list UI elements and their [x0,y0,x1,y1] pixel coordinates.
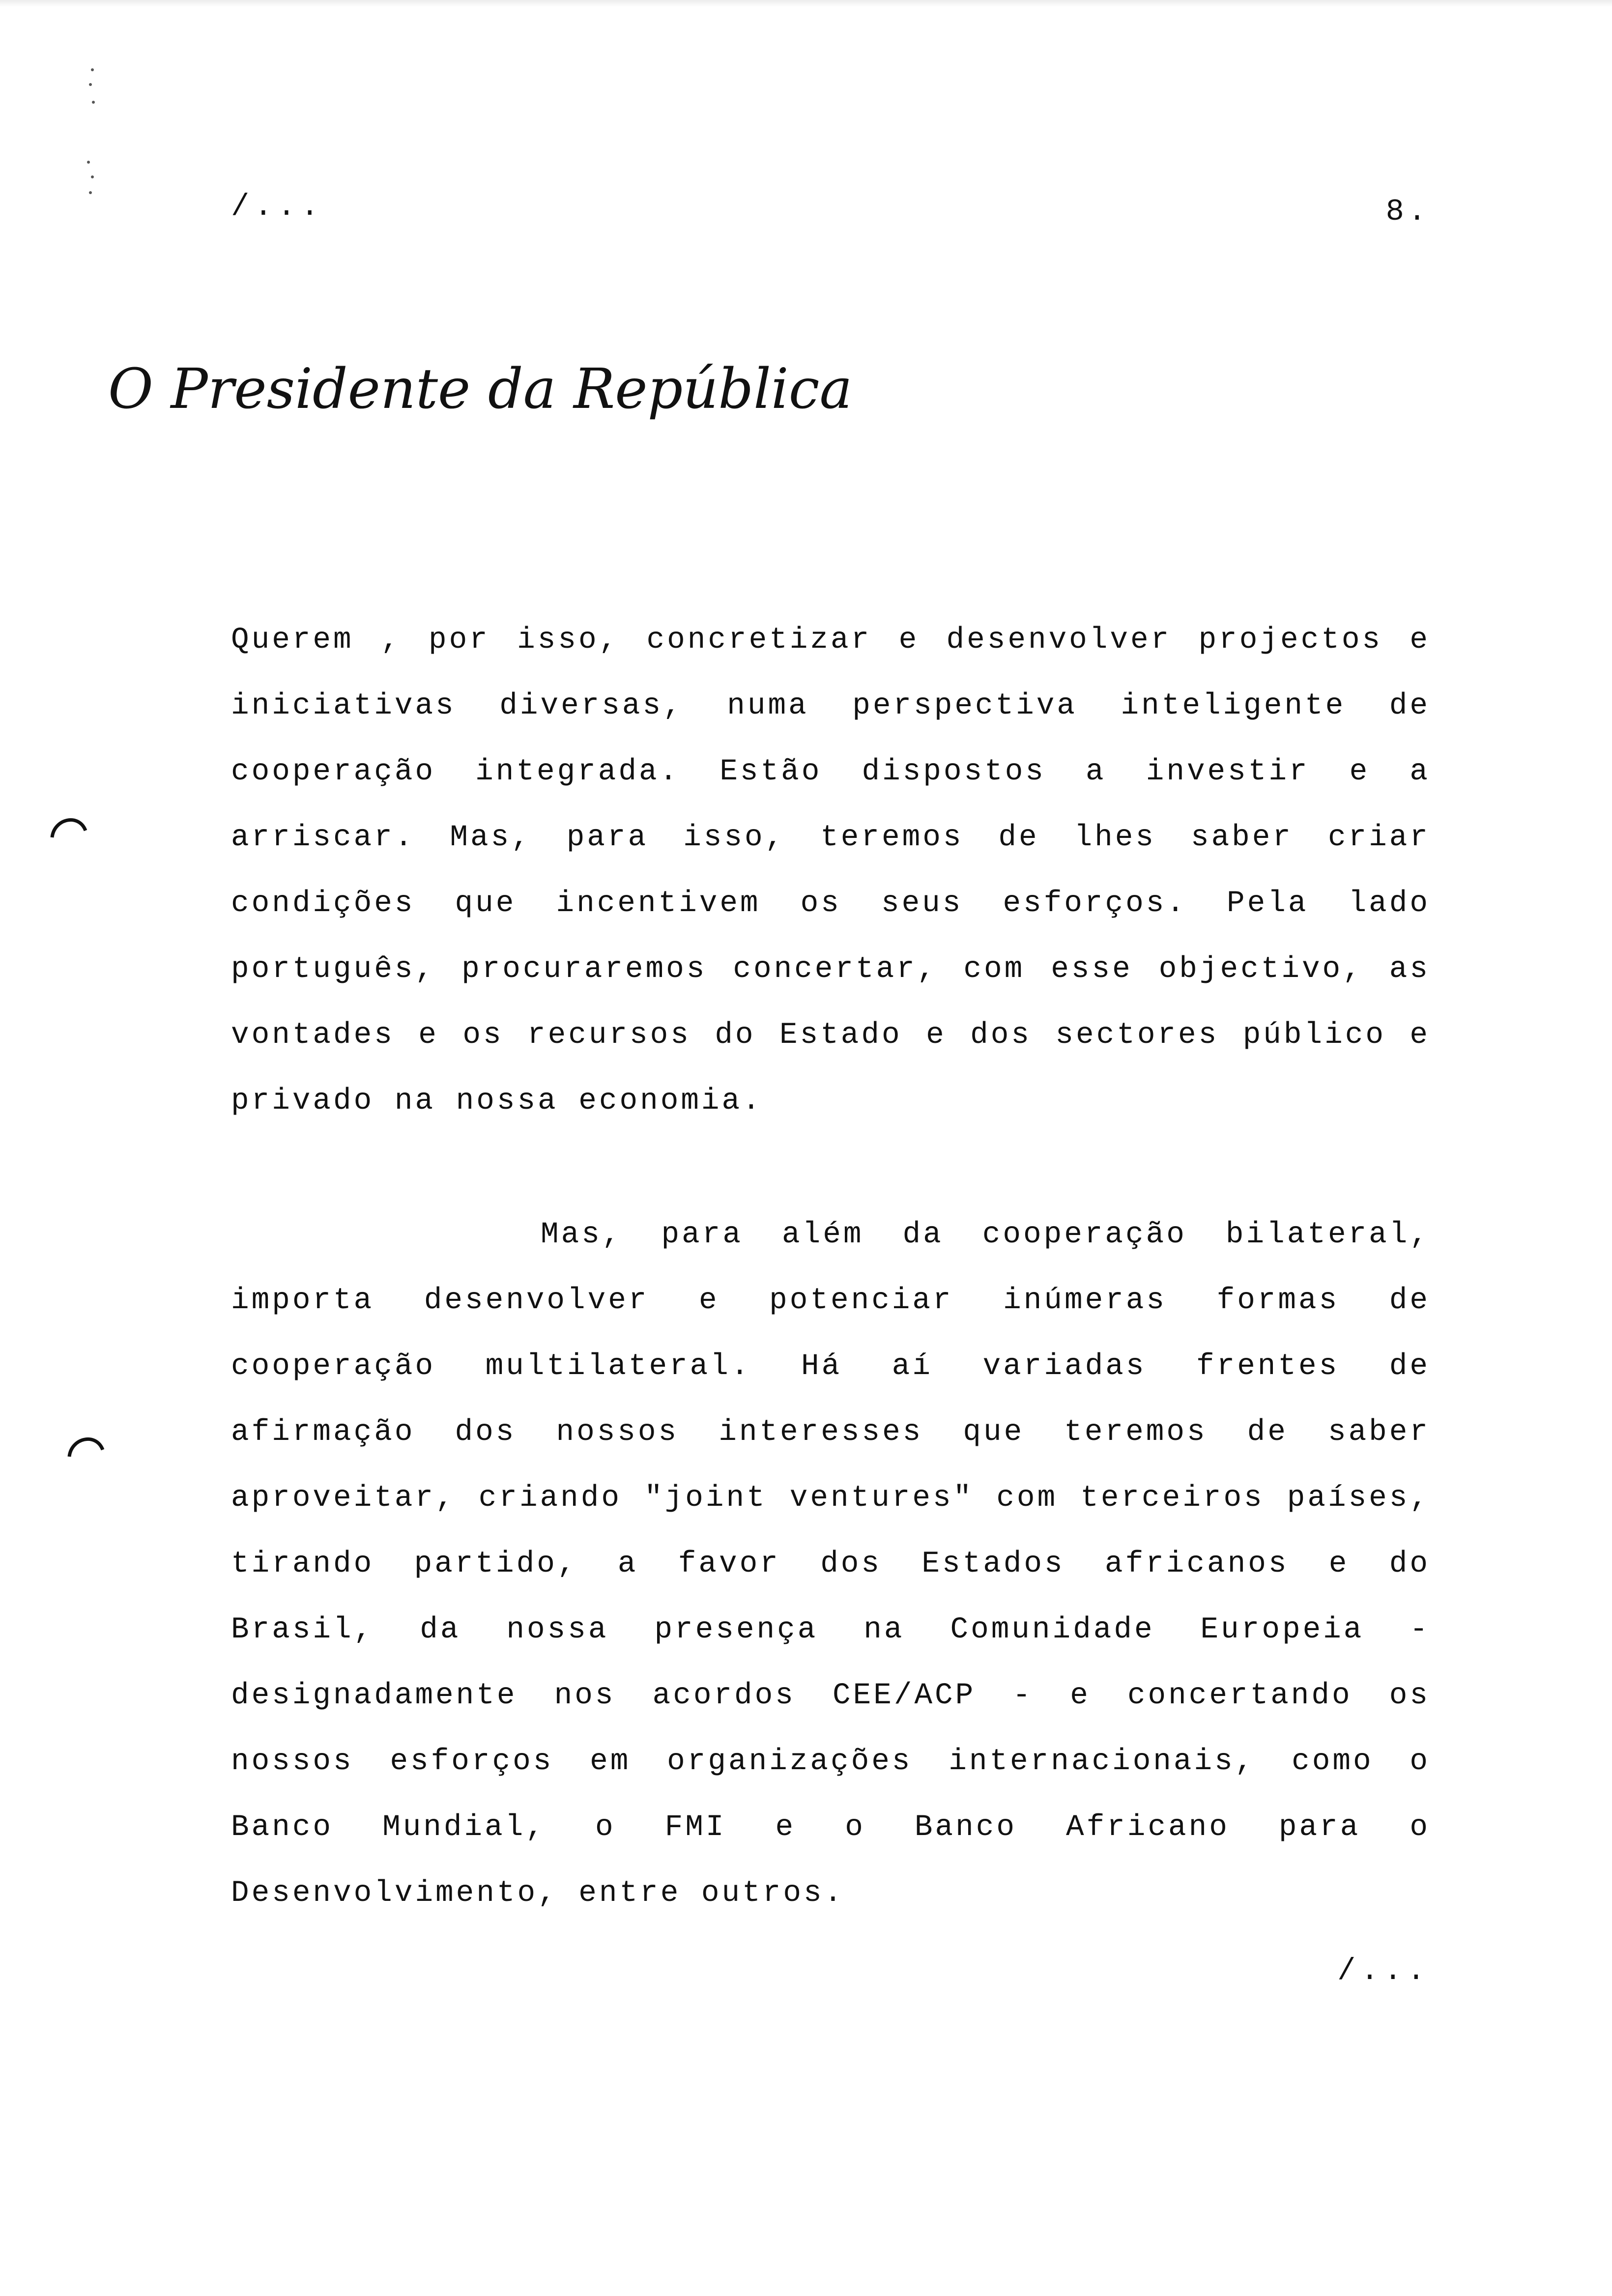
letterhead-script [103,344,853,437]
letterhead-svg [103,344,853,437]
header-continuation-mark: /... [231,189,324,224]
punch-hole-mark [66,1430,106,1460]
letterhead-text: O Presidente da República [108,357,853,421]
paragraph-2: Mas, para além da cooperação bilateral, importa desenvolver e potenciar inúmeras formas de cooperação multilateral. Há aí variadas frentes de afirmação dos nossos interesses que teremos de saber aproveitar, criando "joint ventures" com terceiros países, tirando partido, a favor dos Estados africanos e do Brasil, da nossa presença na Comunidade Europeia - designadamente nos acordos CEE/ACP - e concertando os nossos esforços em organizações internacionais, como o Banco Mundial, o FMI e o Banco Africano para o Desenvolvimento, entre outros. [231,1218,1430,1910]
punch-hole-mark [49,811,88,840]
scan-edge [0,0,1612,7]
margin-marks [84,59,103,206]
paragraph-1: Querem , por isso, concretizar e desenvolver projectos e iniciativas diversas, numa perspectiva inteligente de cooperação integrada. Estão dispostos a investir e a arriscar. Mas, para isso, teremos de lhes saber criar condições que incentivem os seus esforços. Pela lado português, procuraremos concertar, com esse objectivo, as vontades e os recursos do Estado e dos sectores público e privado na nossa economia. [231,623,1430,1118]
page-number: 8. [1385,194,1430,229]
footer-continuation-mark: /... [1337,1953,1430,1988]
